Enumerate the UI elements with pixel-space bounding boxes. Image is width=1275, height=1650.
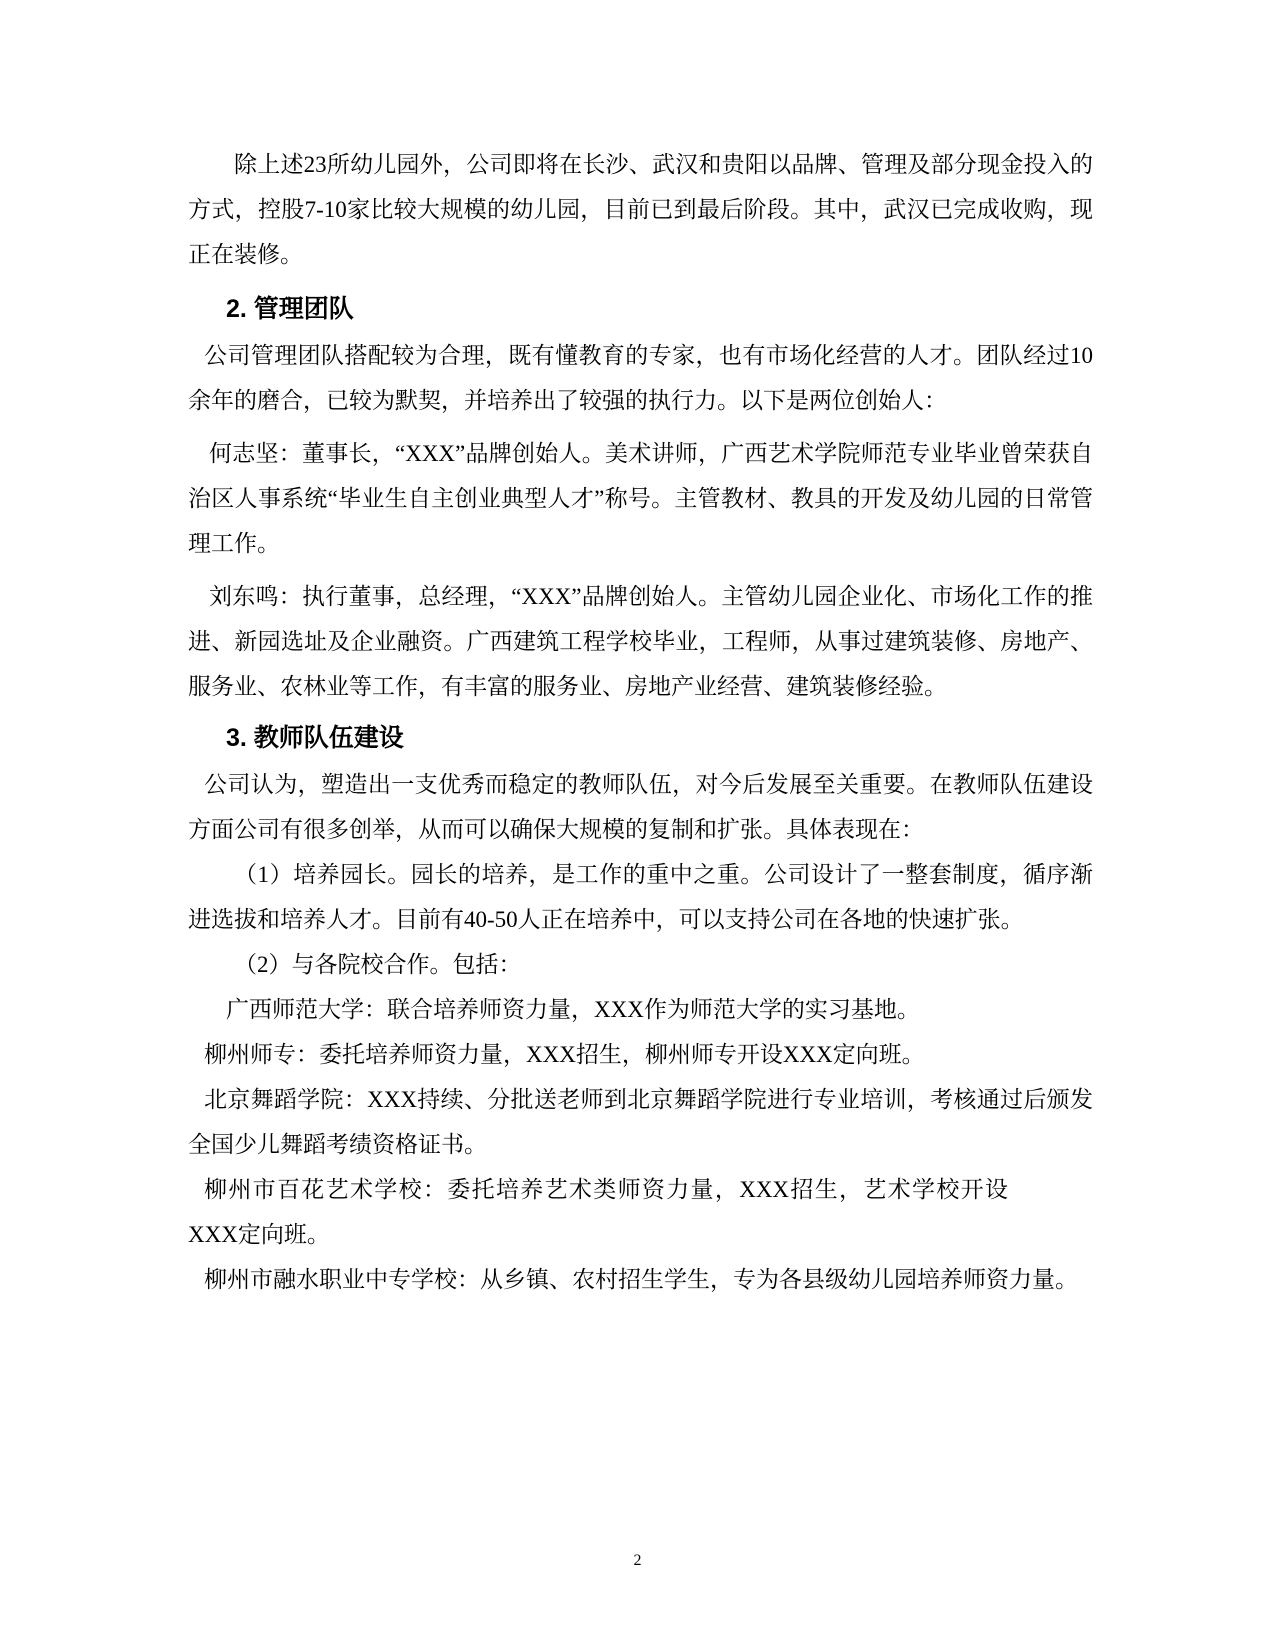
- paragraph-founder-liu: 刘东鸣：执行董事，总经理，“XXX”品牌创始人。主管幼儿园企业化、市场化工作的推进、新园选址及企业融资。广西建筑工程学校毕业，工程师，从事过建筑装修、房地产、服务业、农林业等工作，有丰富的服务业、房地产业经营、建筑装修经验。: [188, 584, 1093, 699]
- heading-teacher-team: 3. 教师队伍建设: [226, 724, 404, 752]
- paragraph-teacher-team: 公司认为，塑造出一支优秀而稳定的教师队伍，对今后发展至关重要。在教师队伍建设方面公司有很多创举，从而可以确保大规模的复制和扩张。具体表现在：: [188, 772, 1093, 842]
- paragraph-founder-he: 何志坚：董事长，“XXX”品牌创始人。美术讲师，广西艺术学院师范专业毕业曾荣获自治区人事系统“毕业生自主创业典型人才”称号。主管教材、教具的开发及幼儿园的日常管理工作。: [188, 441, 1093, 556]
- paragraph-liuzhou-normal: 柳州师专：委托培养师资力量，XXX招生，柳州师专开设XXX定向班。: [204, 1042, 925, 1067]
- paragraph-management-team: 公司管理团队搭配较为合理，既有懂教育的专家，也有市场化经营的人才。团队经过10余年的磨合，已较为默契，并培养出了较强的执行力。以下是两位创始人：: [188, 343, 1093, 413]
- page-content: [188, 142, 1093, 1302]
- paragraph-school-cooperation: （2）与各院校合作。包括：: [234, 952, 522, 977]
- heading-management-team: 2. 管理团队: [226, 295, 354, 323]
- paragraph-expansion: 除上述23所幼儿园外，公司即将在长沙、武汉和贵阳以品牌、管理及部分现金投入的方式，控股7-10家比较大规模的幼儿园，目前已到最后阶段。其中，武汉已完成收购，现正在装修。: [188, 152, 1093, 267]
- paragraph-beijing-dance: 北京舞蹈学院：XXX持续、分批送老师到北京舞蹈学院进行专业培训，考核通过后颁发全国少儿舞蹈考绩资格证书。: [188, 1087, 1093, 1157]
- paragraph-guangxi-normal: 广西师范大学：联合培养师资力量，XXX作为师范大学的实习基地。: [226, 997, 920, 1022]
- paragraph-train-principals: （1）培养园长。园长的培养，是工作的重中之重。公司设计了一整套制度，循序渐进选拔和培养人才。目前有40-50人正在培养中，可以支持公司在各地的快速扩张。: [188, 862, 1093, 932]
- paragraph-rongshui-vocational: 柳州市融水职业中专学校：从乡镇、农村招生学生，专为各县级幼儿园培养师资力量。: [204, 1267, 1078, 1292]
- page-number: 2: [633, 1552, 642, 1569]
- paragraph-baihua-art: 柳州市百花艺术学校：委托培养艺术类师资力量，XXX招生，艺术学校开设XXX定向班。: [188, 1177, 1008, 1247]
